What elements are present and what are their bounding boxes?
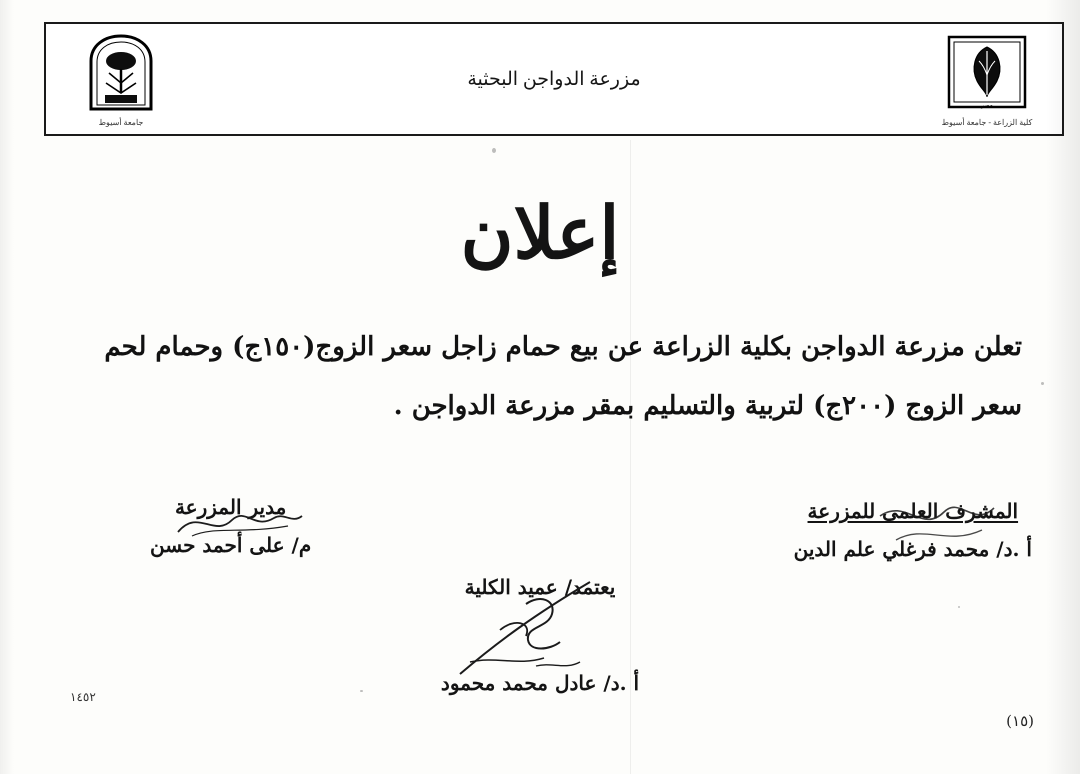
dean-name: أ .د/ عادل محمد محمود	[440, 671, 640, 695]
ink-speck	[492, 148, 496, 153]
ink-speck	[958, 606, 960, 608]
page-title: إعلان	[460, 190, 620, 275]
reference-number: ١٤٥٢	[70, 690, 96, 704]
university-logo-caption: جامعة أسيوط	[98, 118, 144, 127]
ink-speck	[360, 690, 363, 692]
assiut-university-logo	[75, 31, 167, 117]
ink-speck	[1041, 382, 1044, 385]
signature-block-dean	[0, 568, 1080, 702]
manager-role: مدير المزرعة	[174, 495, 287, 519]
announcement-body	[58, 320, 1022, 437]
page-number-mark: (١٥)	[1006, 712, 1034, 730]
signature-block-manager	[150, 488, 311, 564]
letterhead-left-logo	[46, 24, 196, 134]
faculty-of-agriculture-logo	[941, 31, 1033, 117]
faculty-logo-caption: كلية الزراعة - جامعة أسيوط	[941, 118, 1033, 127]
letterhead-box	[44, 22, 1064, 136]
body-line-1: تعلن مزرعة الدواجن بكلية الزراعة عن بيع حمام زاجل سعر الزوج(١٥٠ج) وحمام لحم	[104, 332, 1022, 362]
supervisor-role: المشرف العلمى للمزرعة	[807, 499, 1019, 523]
dean-role: يعتمد/ عميد الكلية	[464, 575, 616, 599]
manager-name: م/ على أحمد حسن	[150, 533, 312, 557]
letterhead-right-logo	[912, 24, 1062, 134]
body-line-2: سعر الزوج (٢٠٠ج) لتربية والتسليم بمقر مزرعة الدواجن .	[393, 390, 1022, 421]
letterhead-title: مزرعة الدواجن البحثية	[467, 68, 641, 90]
svg-text:مصر: مصر	[981, 102, 993, 109]
signature-block-supervisor	[794, 492, 1032, 568]
supervisor-name: أ .د/ محمد فرغلي علم الدين	[793, 537, 1032, 561]
